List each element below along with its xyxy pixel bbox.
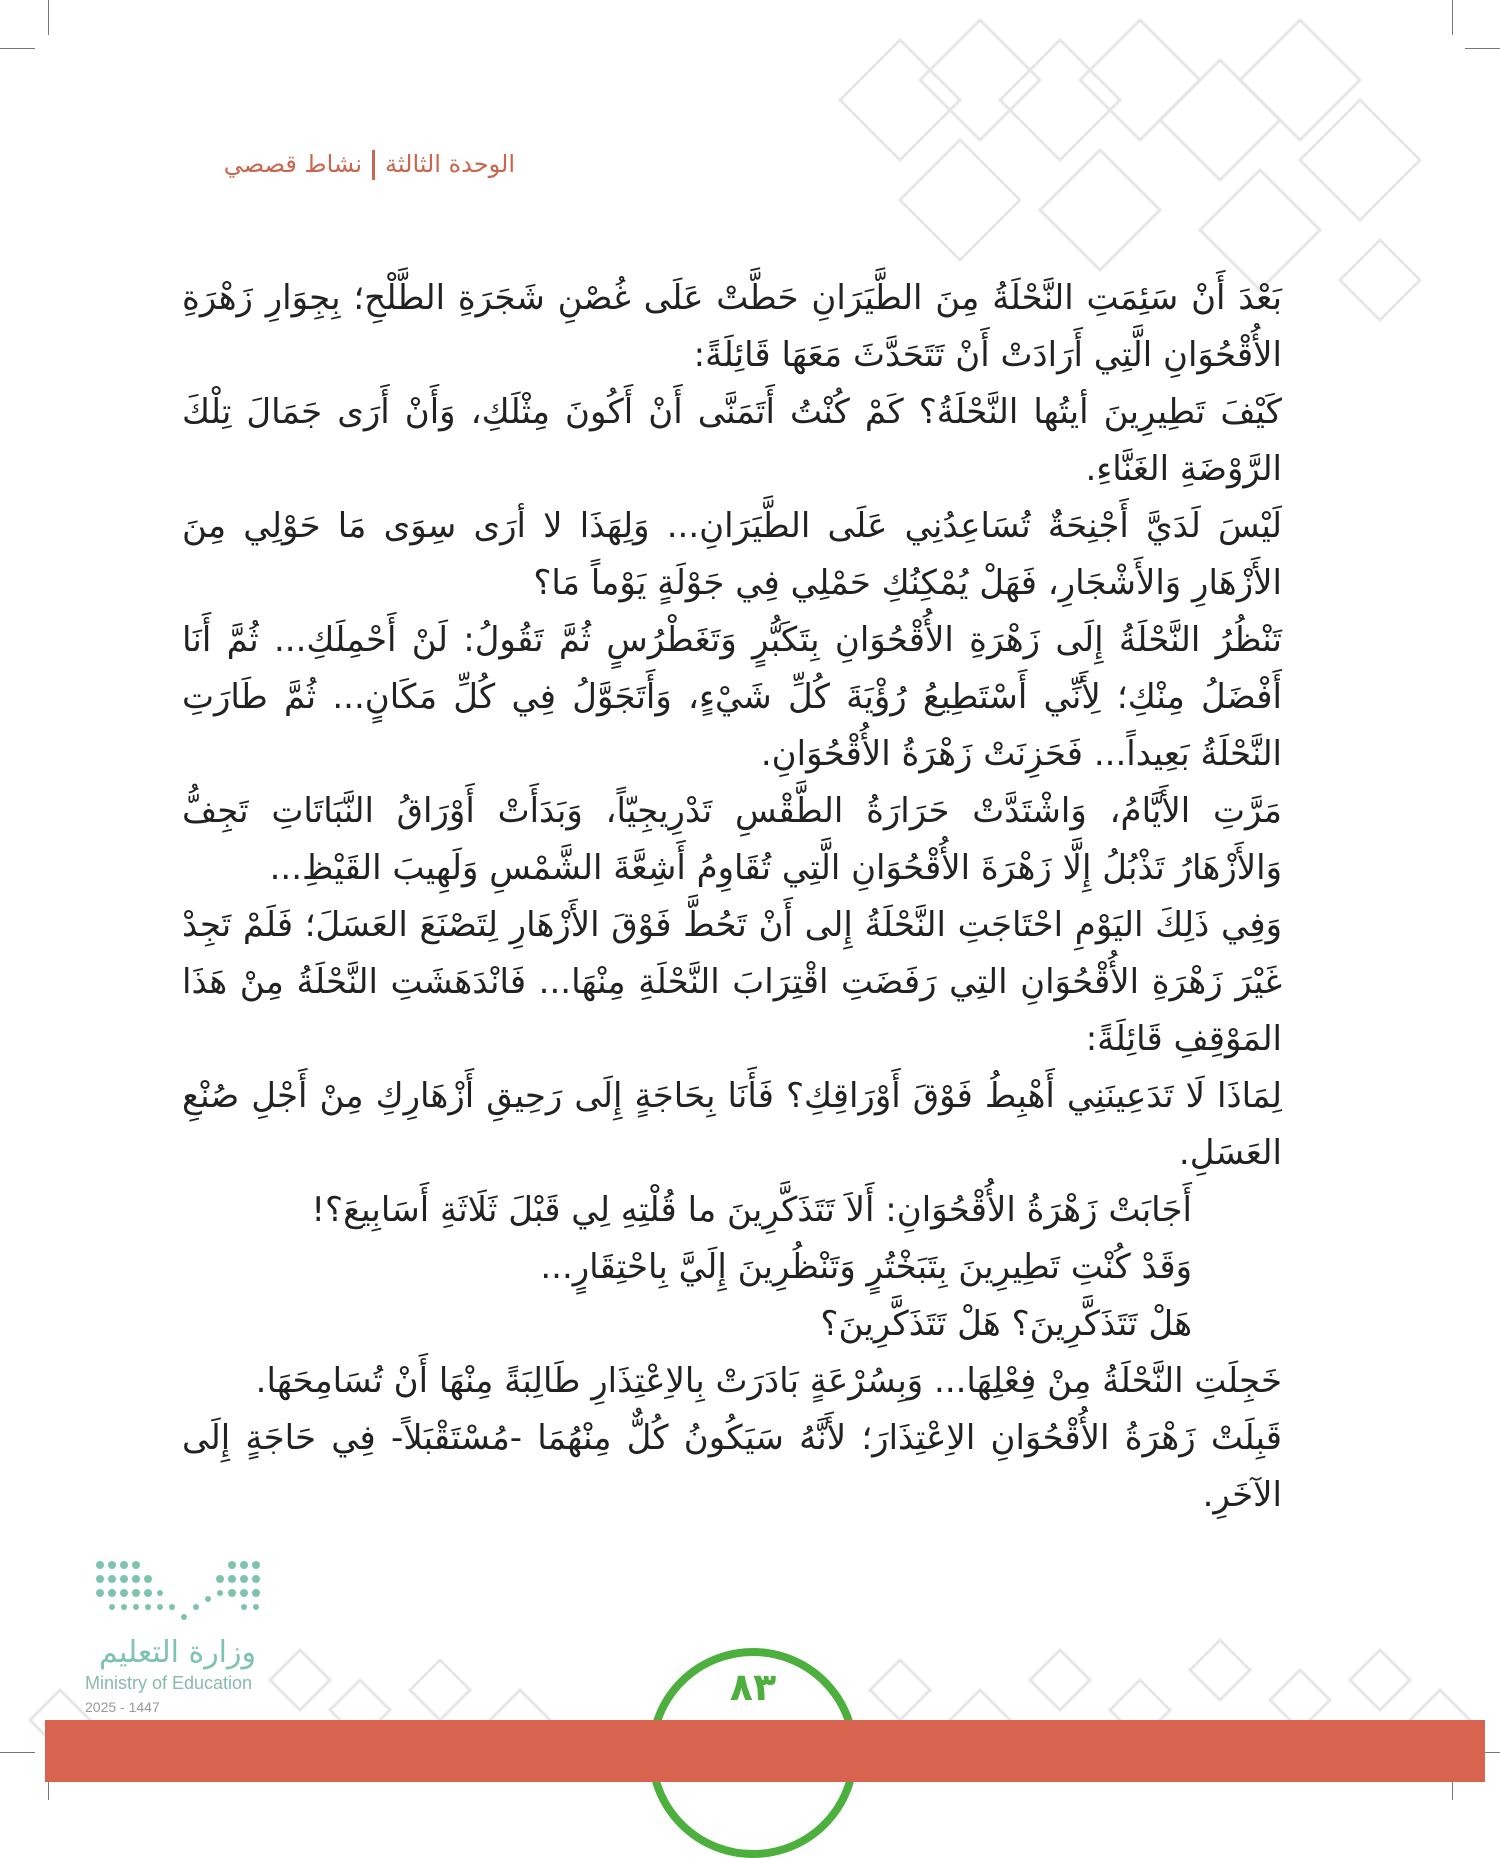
section-title: نشاط قصصي xyxy=(223,150,363,178)
paragraph: قَبِلَتْ زَهْرَةُ الأُقْحُوَانِ الاِعْتِذَارَ؛ لأَنَّهُ سَيَكُونُ كُلٌّ مِنْهُمَا -مُسْتَقْبَلاً- فِي حَاجَةٍ إِلَى الآخَرِ. xyxy=(182,1418,1282,1515)
paragraph: كَيْفَ تَطِيرِينَ أيتُها النَّحْلَةُ؟ كَمْ كُنْتُ أَتَمَنَّى أَنْ أَكُونَ مِثْلَكِ، وَأَنْ أَرَى جَمَالَ تِلْكَ الرَّوْضَةِ الغَنَّاءِ. xyxy=(182,392,1282,489)
paragraph: وَفِي ذَلِكَ اليَوْمِ احْتَاجَتِ النَّحْلَةُ إِلى أَنْ تَحُطَّ فَوْقَ الأَزْهَارِ لِتَصْنَعَ العَسَلَ؛ فَلَمْ تَجِدْ غَيْرَ زَهْرَةِ الأُقْحُوَانِ التِي رَفَضَتِ اقْتِرَابَ النَّحْلَةِ مِنْهَا... فَانْدَهَشَتِ النَّحْلَةُ مِنْ هَذَا المَوْقِفِ قَائِلَةً: xyxy=(182,905,1282,1059)
logo-arabic-name: وزارة التعليم xyxy=(98,1635,256,1670)
logo-english-name: Ministry of Education xyxy=(85,1673,253,1693)
ministry-logo xyxy=(85,1555,275,1715)
crop-mark xyxy=(0,48,35,49)
logo-dots-icon xyxy=(90,1555,270,1630)
crop-mark xyxy=(1452,0,1453,35)
footer-bar xyxy=(45,1720,1485,1782)
crop-mark xyxy=(0,1752,35,1753)
paragraph: لَيْسَ لَدَيَّ أَجْنِحَةٌ تُسَاعِدُنِي عَلَى الطَّيَرَانِ... وَلِهَذَا لا أرَى سِوَى مَا حَوْلِي مِنَ الأَزْهَارِ وَالأَشْجَارِ، فَهَلْ يُمْكِنُكِ حَمْلِي فِي جَوْلَةٍ يَوْماً مَا؟ xyxy=(182,506,1282,603)
story-text xyxy=(182,270,1282,1524)
verse-line: وَقَدْ كُنْتِ تَطِيرِينَ بِتَبَخْتُرٍ وَتَنْظُرِينَ إِلَيَّ بِاحْتِقَارٍ... xyxy=(540,1247,1192,1287)
paragraph: بَعْدَ أَنْ سَئِمَتِ النَّحْلَةُ مِنَ الطَّيَرَانِ حَطَّتْ عَلَى غُصْنِ شَجَرَةِ الطَّلْحِ؛ بِجِوَارِ زَهْرَةِ الأُقْحُوَانِ الَّتِي أَرَادَتْ أَنْ تَتَحَدَّثَ مَعَهَا قَائِلَةً: xyxy=(182,278,1282,375)
verse-line: أَجَابَتْ زَهْرَةُ الأُقْحُوَانِ: أَلاَ تَتَذَكَّرِينَ ما قُلْتِهِ لِي قَبْلَ ثَلَاثَةِ أَسَابِيعَ؟! xyxy=(311,1190,1192,1230)
paragraph: تَنْظُرُ النَّحْلَةُ إِلَى زَهْرَةِ الأُقْحُوَانِ بِتَكَبُّرٍ وَتَغَطْرُسٍ ثُمَّ تَقُولُ: لَنْ أَحْمِلَكِ... ثُمَّ أَنَا أَفْضَلُ مِنْكِ؛ لِأَنِّي أَسْتَطِيعُ رُؤْيَةَ كُلِّ شَيْءٍ، وَأَتَجَوَّلُ فِي كُلِّ مَكَانٍ... ثُمَّ طَارَتِ النَّحْلَةُ بَعِيداً... فَحَزِنَتْ زَهْرَةُ الأُقْحُوَانِ. xyxy=(182,620,1282,774)
paragraph: لِمَاذَا لَا تَدَعِينَنِي أَهْبِطُ فَوْقَ أَوْرَاقِكِ؟ فَأَنَا بِحَاجَةٍ إِلَى رَحِيقِ أَزْهَارِكِ مِنْ أَجْلِ صُنْعِ العَسَلِ. xyxy=(182,1076,1282,1173)
logo-year: 2025 - 1447 xyxy=(85,1699,160,1715)
paragraph: مَرَّتِ الأَيَّامُ، وَاشْتَدَّتْ حَرَارَةُ الطَّقْسِ تَدْرِيجِيّاً، وَبَدَأَتْ أَوْرَاقُ النَّبَاتَاتِ تَجِفُّ وَالأَزْهَارُ تَذْبُلُ إِلَّا زَهْرَةَ الأُقْحُوَانِ الَّتِي تُقَاوِمُ أَشِعَّةَ الشَّمْسِ وَلَهِيبَ القَيْظِ... xyxy=(182,791,1282,888)
crop-mark xyxy=(48,0,49,35)
unit-title: الوحدة الثالثة xyxy=(385,150,515,178)
verse-line: هَلْ تَتَذَكَّرِينَ؟ هَلْ تَتَذَكَّرِينَ؟ xyxy=(820,1304,1192,1344)
page-header xyxy=(180,150,515,180)
paragraph: خَجِلَتِ النَّحْلَةُ مِنْ فِعْلِهَا... وَبِسُرْعَةٍ بَادَرَتْ بِالاِعْتِذَارِ طَالِبَةً مِنْهَا أَنْ تُسَامِحَهَا. xyxy=(255,1361,1282,1401)
crop-mark xyxy=(1465,48,1500,49)
header-divider xyxy=(372,150,375,180)
page-number: ٨٣ xyxy=(729,1665,777,1709)
